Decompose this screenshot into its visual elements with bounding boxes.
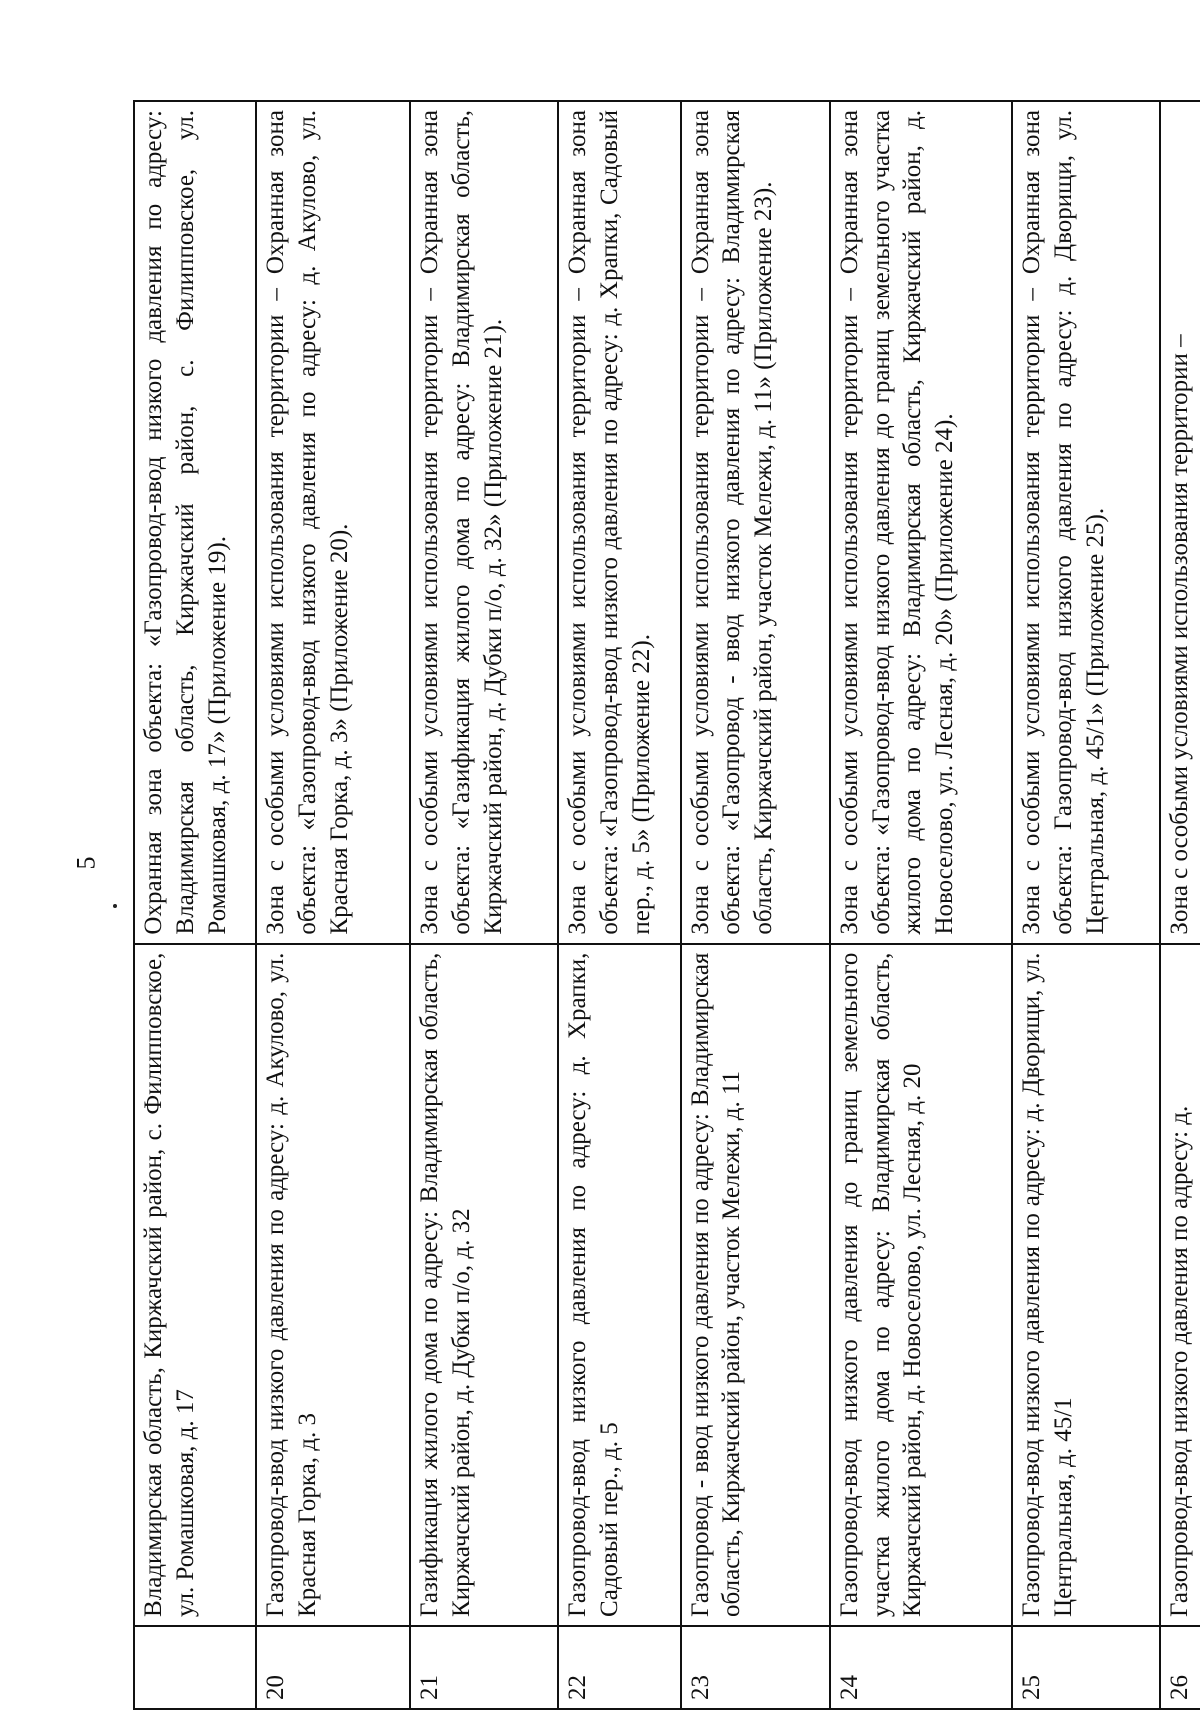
protection-zone-cell: Зона с особыми условиями использования территории – Охранная зона объекта: «Газопровод-ввод низкого давления до границ земельного участка жилого дома по адресу: Владимирская область, Киржачский район, д. Новоселово, ул. Лесная, д. 20» (Приложение 24). <box>830 101 1012 944</box>
protection-zone-cell: Зона с особыми условиями использования территории – Охранная зона объекта: «Газопровод-ввод низкого давления по адресу: д. Храпки, Садовый пер., д. 5» (Приложение 22). <box>558 101 680 944</box>
object-address-cell: Газопровод-ввод низкого давления по адресу: д. Акулово, ул. Красная Горка, д. 3 <box>256 944 410 1626</box>
object-address-cell: Газопровод-ввод низкого давления по адресу: д. Дворищи, ул. Центральная, д. 45/1 <box>1012 944 1160 1626</box>
object-address-cell: Владимирская область, Киржачский район, с. Филипповское, ул. Ромашковая, д. 17 <box>134 944 256 1626</box>
row-number: 24 <box>830 1626 1012 1709</box>
object-address-cell: Газопровод-ввод низкого давления до границ земельного участка жилого дома по адресу: Владимирская область, Киржачский район, д. Новоселово, ул. Лесная, д. 20 <box>830 944 1012 1626</box>
table-row <box>1012 101 1160 1709</box>
table-row <box>681 101 830 1709</box>
zones-table-body <box>134 101 1200 1709</box>
table-row <box>558 101 680 1709</box>
table-row <box>1160 101 1200 1709</box>
protection-zone-cell: Зона с особыми условиями использования территории – Охранная зона объекта: «Газопровод - ввод низкого давления по адресу: Владимирская область, Киржачский район, участок Мележи, д. 11» (Приложение 23). <box>681 101 830 944</box>
object-address-cell: Газопровод-ввод низкого давления по адресу: д. <box>1160 944 1200 1626</box>
row-number: 25 <box>1012 1626 1160 1709</box>
stray-mark <box>113 904 117 908</box>
protection-zone-cell: Зона с особыми условиями использования территории – Охранная зона объекта: «Газификация жилого дома по адресу: Владимирская область, Киржачский район, д. Дубки п/о, д. 32» (Приложение 21). <box>410 101 558 944</box>
zones-table <box>133 100 1200 1710</box>
document-table-rotated <box>133 100 1200 1710</box>
protection-zone-cell: Зона с особыми условиями использования территории – Охранная зона объекта: «Газопровод-ввод низкого давления по адресу: д. Акулово, ул. Красная Горка, д. 3» (Приложение 20). <box>256 101 410 944</box>
object-address-cell: Газопровод - ввод низкого давления по адресу: Владимирская область, Киржачский район, участок Мележи, д. 11 <box>681 944 830 1626</box>
table-row <box>256 101 410 1709</box>
protection-zone-cell: Зона с особыми условиями использования территории – Охранная зона объекта: Газопровод-ввод низкого давления по адресу: д. Дворищи, ул. Центральная, д. 45/1» (Приложение 25). <box>1012 101 1160 944</box>
table-row <box>134 101 256 1709</box>
row-number: 21 <box>410 1626 558 1709</box>
row-number: 22 <box>558 1626 680 1709</box>
table-row <box>410 101 558 1709</box>
row-number: 20 <box>256 1626 410 1709</box>
object-address-cell: Газификация жилого дома по адресу: Владимирская область, Киржачский район, д. Дубки п/о, д. 32 <box>410 944 558 1626</box>
table-row <box>830 101 1012 1709</box>
protection-zone-cell: Зона с особыми условиями использования территории – <box>1160 101 1200 944</box>
row-number: 23 <box>681 1626 830 1709</box>
object-address-cell: Газопровод-ввод низкого давления по адресу: д. Храпки, Садовый пер., д. 5 <box>558 944 680 1626</box>
row-number <box>134 1626 256 1709</box>
page-number: 5 <box>71 856 101 870</box>
protection-zone-cell: Охранная зона объекта: «Газопровод-ввод низкого давления по адресу: Владимирская область, Киржачский район, с. Филипповское, ул. Ромашковая, д. 17» (Приложение 19). <box>134 101 256 944</box>
row-number: 26 <box>1160 1626 1200 1709</box>
